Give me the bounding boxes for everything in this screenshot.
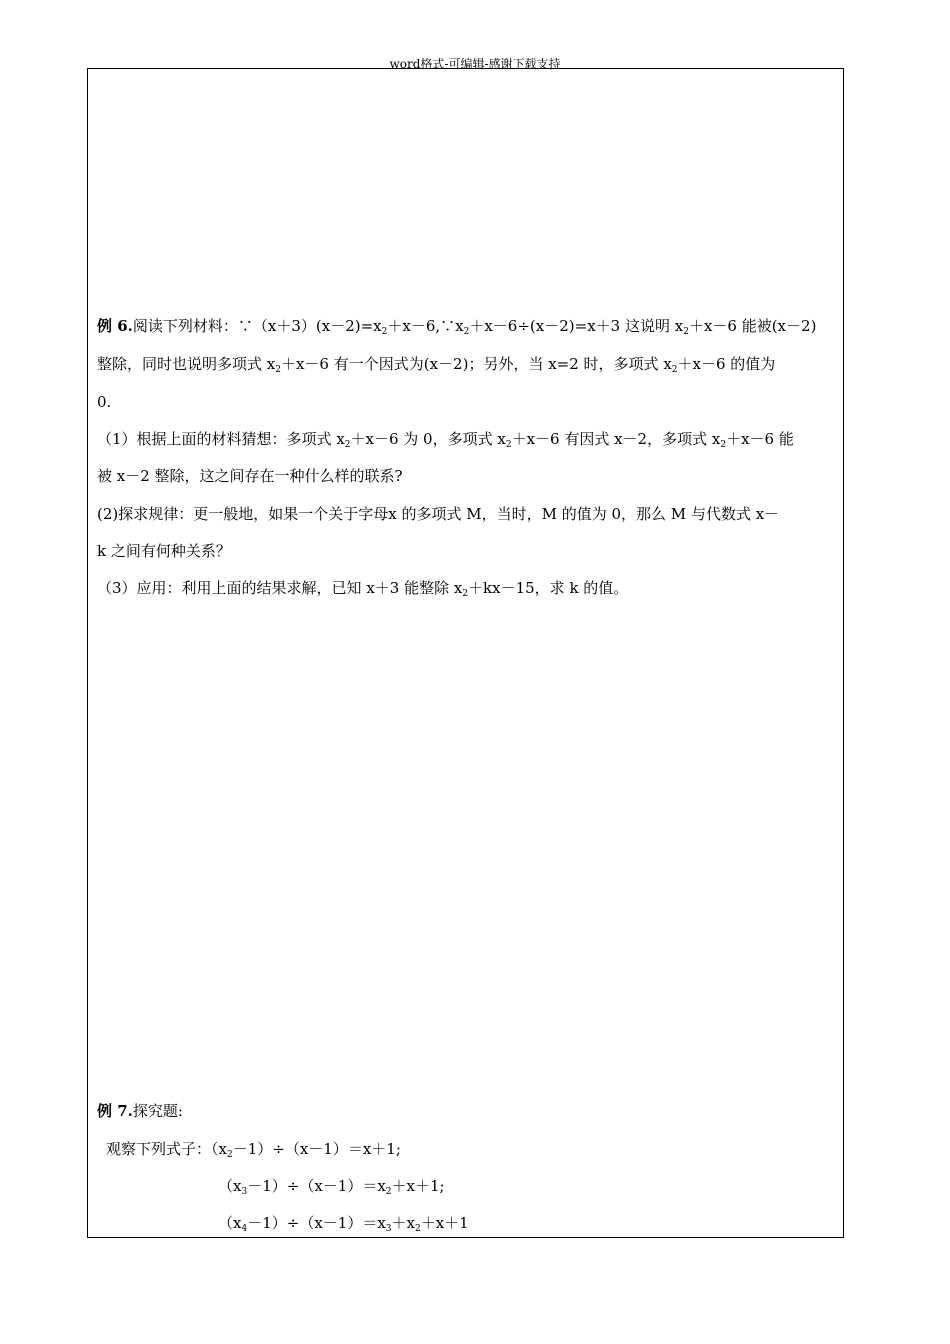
text-segment: －1）÷（x－1）＝x＋1; bbox=[232, 1140, 401, 1158]
text-segment: ＋x－6 有一个因式为(x－2)；另外，当 x=2 时，多项式 x bbox=[280, 355, 672, 373]
text-segment: ＋x－6 能被(x－2) bbox=[688, 317, 817, 335]
text-segment: （3）应用：利用上面的结果求解，已知 x＋3 能整除 x bbox=[97, 579, 463, 597]
example7-title-line bbox=[97, 1101, 183, 1121]
text-segment: ＋x＋1 bbox=[420, 1214, 469, 1232]
exponent: 3 bbox=[241, 1187, 248, 1197]
text-segment: （1）根据上面的材料猜想：多项式 x bbox=[97, 430, 345, 448]
text-segment: －1）÷（x－1）＝x bbox=[247, 1214, 386, 1232]
exponent: 2 bbox=[414, 1224, 421, 1234]
question1-line1 bbox=[97, 429, 794, 452]
text-segment: ＋x－6÷(x－2)=x＋3 这说明 x bbox=[469, 317, 684, 335]
text-segment: （x bbox=[218, 1214, 242, 1232]
exponent: 2 bbox=[381, 327, 388, 337]
page-header: word格式-可编辑-感谢下载支持 bbox=[389, 57, 561, 71]
example6-line3: 0. bbox=[97, 393, 112, 411]
exponent: 2 bbox=[275, 365, 281, 375]
example7-eq3 bbox=[218, 1213, 469, 1236]
exponent: 2 bbox=[226, 1150, 233, 1160]
exponent: 2 bbox=[683, 327, 689, 337]
text-segment: 阅读下列材料：∵（x＋3）(x－2)=x bbox=[132, 317, 382, 335]
text-segment: 整除，同时也说明多项式 x bbox=[97, 355, 276, 373]
exponent: 2 bbox=[671, 365, 678, 375]
exponent: 3 bbox=[385, 1224, 392, 1234]
exponent: 2 bbox=[463, 327, 470, 337]
text-segment: 观察下列式子： bbox=[106, 1140, 212, 1158]
example7-eq1 bbox=[106, 1139, 401, 1162]
text-segment: －1）÷（x－1）＝x bbox=[247, 1177, 386, 1195]
exponent: 2 bbox=[505, 440, 512, 450]
example7-label: 例 7. bbox=[97, 1102, 133, 1120]
text-segment: 探究题: bbox=[132, 1102, 183, 1120]
exponent: 2 bbox=[344, 440, 351, 450]
text-segment: ＋x－6 有因式 x－2，多项式 x bbox=[511, 430, 721, 448]
text-segment: ＋x＋1; bbox=[391, 1177, 445, 1195]
exponent: 2 bbox=[720, 440, 727, 450]
example7-eq2 bbox=[218, 1176, 445, 1199]
exponent: 2 bbox=[385, 1187, 392, 1197]
text-segment: ＋x－6 为 0，多项式 x bbox=[350, 430, 506, 448]
exponent: 2 bbox=[462, 589, 469, 599]
question2-line1: (2)探求规律：更一般地，如果一个关于字母x 的多项式 M，当时，M 的值为 0，那么 M 与代数式 x－ bbox=[97, 505, 780, 523]
example6-label: 例 6. bbox=[97, 317, 133, 335]
text-segment: （x bbox=[218, 1177, 242, 1195]
example6-line2 bbox=[97, 354, 775, 377]
example6-line1 bbox=[97, 316, 816, 339]
exponent: 4 bbox=[241, 1224, 248, 1234]
text-segment: ＋x－6 能 bbox=[726, 430, 794, 448]
text-segment: （x bbox=[211, 1140, 227, 1158]
text-segment: ＋x－6 的值为 bbox=[677, 355, 776, 373]
text-segment: ＋x－6,∵x bbox=[387, 317, 464, 335]
text-segment: ＋x bbox=[391, 1214, 415, 1232]
question2-line2: k 之间有何种关系？ bbox=[97, 542, 231, 560]
content-frame bbox=[87, 68, 844, 1238]
question3-line bbox=[97, 578, 628, 601]
text-segment: ＋kx－15，求 k 的值。 bbox=[468, 579, 629, 597]
question1-line2: 被 x－2 整除，这之间存在一种什么样的联系? bbox=[97, 467, 403, 485]
